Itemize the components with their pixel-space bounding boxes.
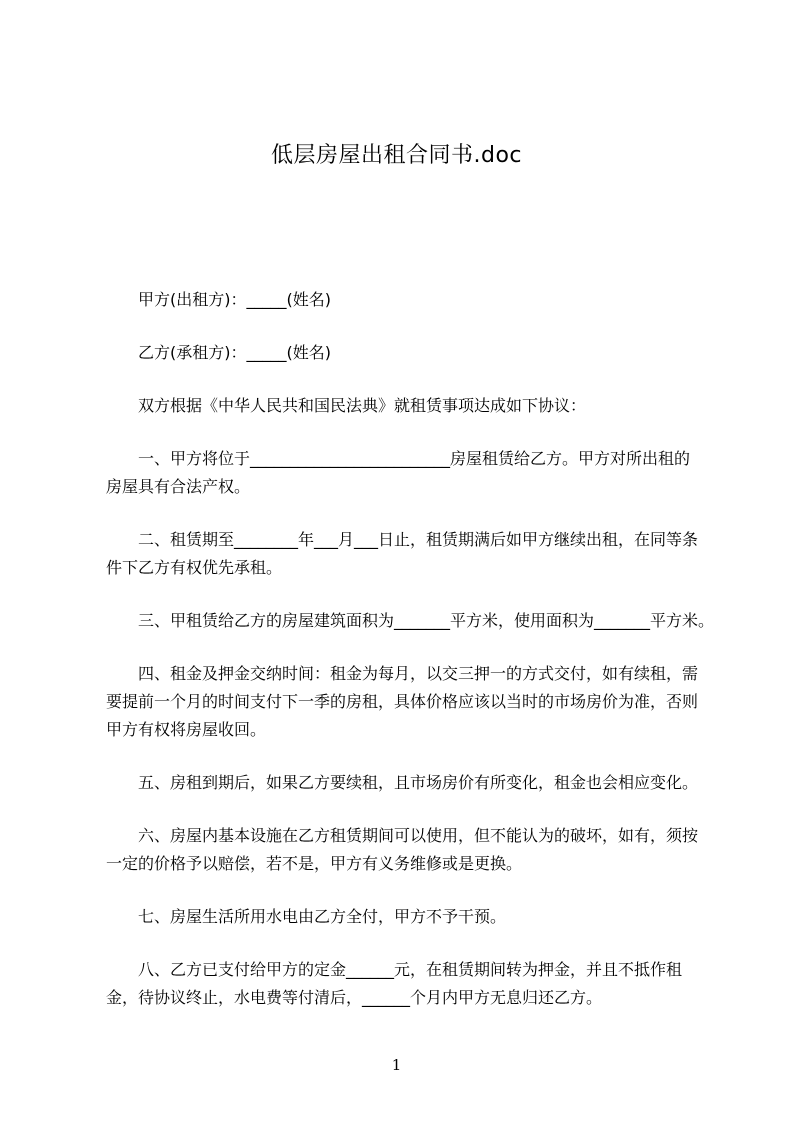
party-a-paragraph: [106, 286, 716, 314]
paragraph-line: 一、甲方将位于_________________________房屋租赁给乙方。甲方对所出租的: [138, 449, 691, 468]
clause-6: [106, 822, 716, 878]
paragraph-line: 金，待协议终止，水电费等付清后，______个月内甲方无息归还乙方。: [106, 988, 603, 1007]
paragraph-line: 房屋具有合法产权。: [106, 477, 251, 496]
paragraph-line: 六、房屋内基本设施在乙方租赁期间可以使用，但不能认为的破坏，如有，须按: [138, 826, 699, 845]
paragraph-line: 甲方(出租方)：_____(姓名): [138, 290, 331, 309]
paragraph-line: 要提前一个月的时间支付下一季的房租，具体价格应该以当时的市场房价为准，否则: [106, 692, 699, 711]
paragraph-line: 四、租金及押金交纳时间：租金为每月，以交三押一的方式交付，如有续租，需: [138, 664, 699, 683]
paragraph-line: 二、租赁期至________年___月___日止，租赁期满后如甲方继续出租，在同等条: [138, 530, 699, 549]
paragraph-line: 乙方(承租方)：_____(姓名): [138, 343, 331, 362]
paragraph-line: 一定的价格予以赔偿，若不是，甲方有义务维修或是更换。: [106, 854, 523, 873]
paragraph-line: 双方根据《中华人民共和国民法典》就租赁事项达成如下协议：: [138, 396, 587, 415]
clause-5: [106, 769, 716, 797]
clause-7: [106, 903, 716, 931]
party-b-paragraph: [106, 339, 716, 367]
paragraph-line: 三、甲租赁给乙方的房屋建筑面积为_______平方米，使用面积为_______平方米。: [138, 611, 715, 630]
clause-1: [106, 445, 716, 501]
agreement-intro-paragraph: [106, 392, 716, 420]
clause-8: [106, 956, 716, 1012]
clause-3: [106, 607, 716, 635]
clause-2: [106, 526, 716, 582]
clause-4: [106, 660, 716, 744]
paragraph-line: 七、房屋生活所用水电由乙方全付，甲方不予干预。: [138, 907, 507, 926]
page-number: 1: [391, 1056, 402, 1074]
paragraph-line: 甲方有权将房屋收回。: [106, 720, 267, 739]
document-title: 低层房屋出租合同书.doc: [270, 143, 522, 168]
paragraph-line: 五、房租到期后，如果乙方要续租，且市场房价有所变化，租金也会相应变化。: [138, 773, 699, 792]
paragraph-line: 件下乙方有权优先承租。: [106, 558, 283, 577]
document-body: [106, 286, 716, 1037]
paragraph-line: 八、乙方已支付给甲方的定金______元，在租赁期间转为押金，并且不抵作租: [138, 960, 683, 979]
